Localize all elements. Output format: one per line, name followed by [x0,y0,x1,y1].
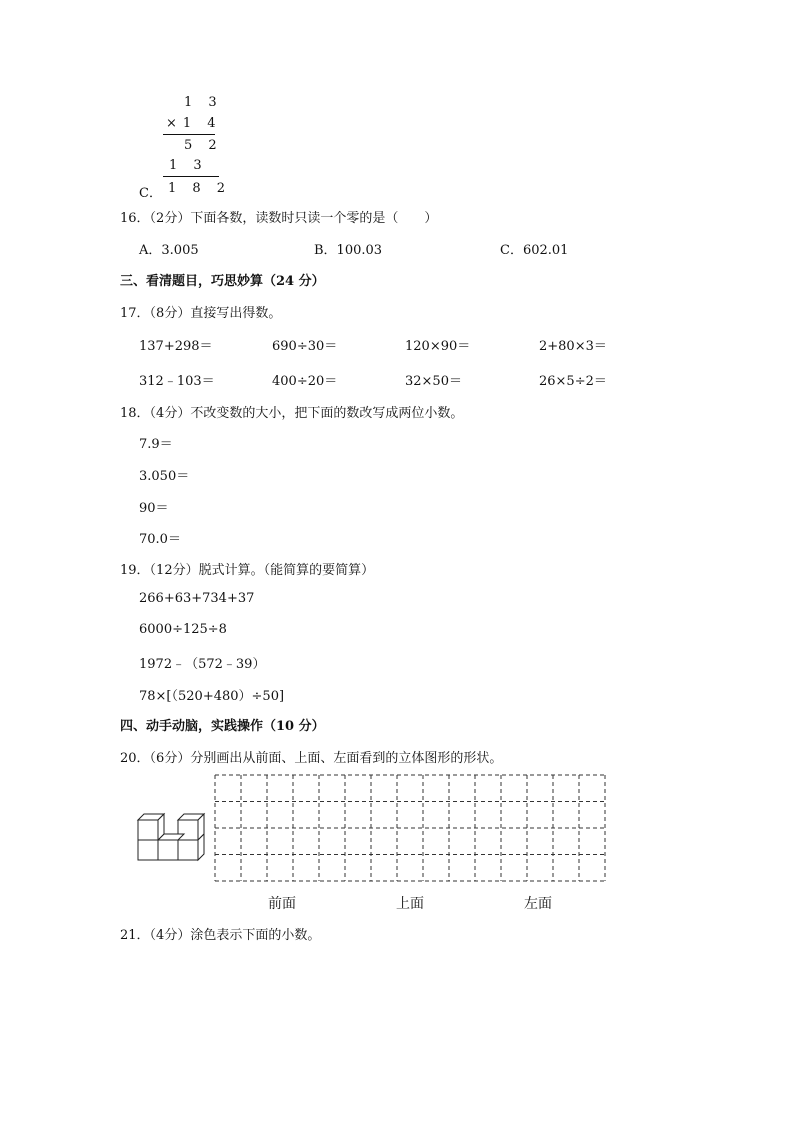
partial-product-1: 5 2 [184,138,223,153]
q18-item: 70.0＝ [139,532,181,547]
q16-option-a: A．3.005 [139,243,199,258]
q17-item: 32×50＝ [405,374,462,389]
section-4-heading: 四、动手动脑，实践操作（10 分） [120,719,325,734]
final-product: 1 8 2 [168,181,232,196]
q17-stem: 17．（8分）直接写出得数。 [120,306,282,321]
q19-item: 266+63+734+37 [139,591,255,606]
product-line [163,134,215,135]
q20-stem: 20．（6分）分别画出从前面、上面、左面看到的立体图形的形状。 [120,751,503,766]
view-label-left: 左面 [524,896,552,912]
view-label-front: 前面 [268,896,296,912]
view-label-top: 上面 [396,896,424,912]
multiplier: ×1 4 [166,116,222,131]
q21-stem: 21．（4分）涂色表示下面的小数。 [120,928,321,943]
dashed-drawing-grid [214,774,607,884]
partial-product-2: 1 3 [169,158,208,173]
q17-item: 2+80×3＝ [539,339,607,354]
q16-stem: 16．（2分）下面各数，读数时只读一个零的是（ ） [120,211,438,226]
q16-option-c: C．602.01 [500,243,569,258]
q19-item: 78×[（520+480）÷50] [139,689,285,704]
q16-option-b: B．100.03 [314,243,383,258]
q18-item: 3.050＝ [139,469,190,484]
q19-item: 1972﹣（572﹣39） [139,657,266,672]
q19-stem: 19．（12分）脱式计算。（能简算的要简算） [120,563,375,578]
q18-item: 7.9＝ [139,437,173,452]
sum-line [163,176,219,177]
q19-item: 6000÷125÷8 [139,622,227,637]
q17-item: 400÷20＝ [272,374,338,389]
q18-stem: 18．（4分）不改变数的大小，把下面的数改写成两位小数。 [120,406,464,421]
q17-item: 690÷30＝ [272,339,338,354]
multiplicand: 1 3 [184,95,223,110]
q17-item: 120×90＝ [405,339,471,354]
q17-item: 137+298＝ [139,339,213,354]
q17-item: 26×5÷2＝ [539,374,607,389]
q18-item: 90＝ [139,501,169,516]
q17-item: 312﹣103＝ [139,374,215,389]
section-3-heading: 三、看清题目，巧思妙算（24 分） [120,274,325,289]
cube-solid-figure [130,810,210,865]
option-label-c: C． [139,186,162,201]
